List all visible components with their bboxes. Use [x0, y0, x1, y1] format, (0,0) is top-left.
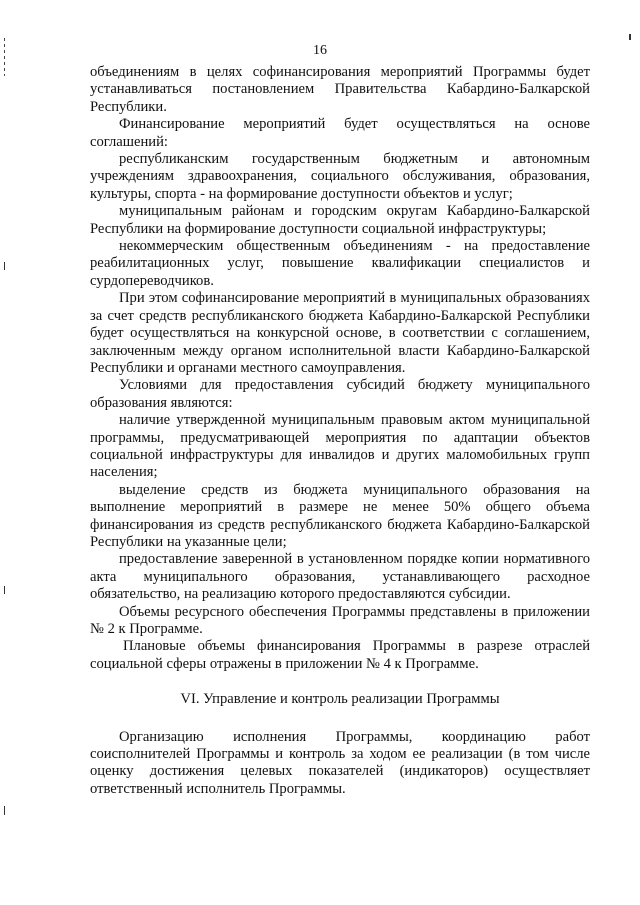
paragraph: При этом софинансирование мероприятий в муниципальных образованиях за счет средств республиканского бюджета Кабардино-Балкарской Республики будет осуществляться на конкурсной основе, в соответствии с соглашением, заключенным между органом исполнительной власти Кабардино-Балкарской Республики и органами местного самоуправления.: [90, 290, 590, 376]
paragraph: выделение средств из бюджета муниципального образования на выполнение мероприятий в размере не менее 50% общего объема финансирования из средств республиканского бюджета Кабардино-Балкарской Республики на указанные цели;: [90, 481, 590, 550]
scan-mark: [4, 38, 5, 76]
scan-mark: [4, 262, 5, 270]
paragraph: Организацию исполнения Программы, координацию работ соисполнителей Программы и контроль за ходом ее реализации (в том числе оценку достижения целевых показателей (индикаторов) осуществляет ответственный исполнитель Программы.: [90, 728, 590, 797]
document-body: [90, 64, 590, 798]
page-number: 16: [313, 43, 327, 58]
paragraph: Условиями для предоставления субсидий бюджету муниципального образования являются:: [90, 377, 590, 411]
paragraph: объединениям в целях софинансирования мероприятий Программы будет устанавливаться постановлением Правительства Кабардино-Балкарской Республики.: [90, 64, 590, 115]
paragraph: Объемы ресурсного обеспечения Программы представлены в приложении № 2 к Программе.: [90, 603, 590, 637]
scan-mark: [4, 586, 5, 594]
paragraph: Плановые объемы финансирования Программы в разрезе отраслей социальной сферы отражены в приложении № 4 к Программе.: [90, 638, 590, 672]
paragraph: некоммерческим общественным объединениям - на предоставление реабилитационных услуг, повышение квалификации специалистов и сурдопереводчиков.: [90, 238, 590, 289]
paragraph: муниципальным районам и городским округам Кабардино-Балкарской Республики на формирование доступности социальной инфраструктуры;: [90, 203, 590, 237]
section-heading: VI. Управление и контроль реализации Программы: [180, 691, 500, 708]
paragraph: республиканским государственным бюджетным и автономным учреждениям здравоохранения, социального обслуживания, образования, культуры, спорта - на формирование доступности объектов и услуг;: [90, 151, 590, 202]
scan-mark: [629, 34, 631, 40]
paragraph: Финансирование мероприятий будет осуществляться на основе соглашений:: [90, 116, 590, 150]
paragraph: наличие утвержденной муниципальным правовым актом муниципальной программы, предусматривающей мероприятия по адаптации объектов социальной инфраструктуры для инвалидов и других маломобильных групп населения;: [90, 412, 590, 481]
scan-mark: [4, 806, 5, 815]
paragraph: предоставление заверенной в установленном порядке копии нормативного акта муниципального образования, устанавливающего расходное обязательство, на реализацию которого предоставляются субсидии.: [90, 551, 590, 603]
